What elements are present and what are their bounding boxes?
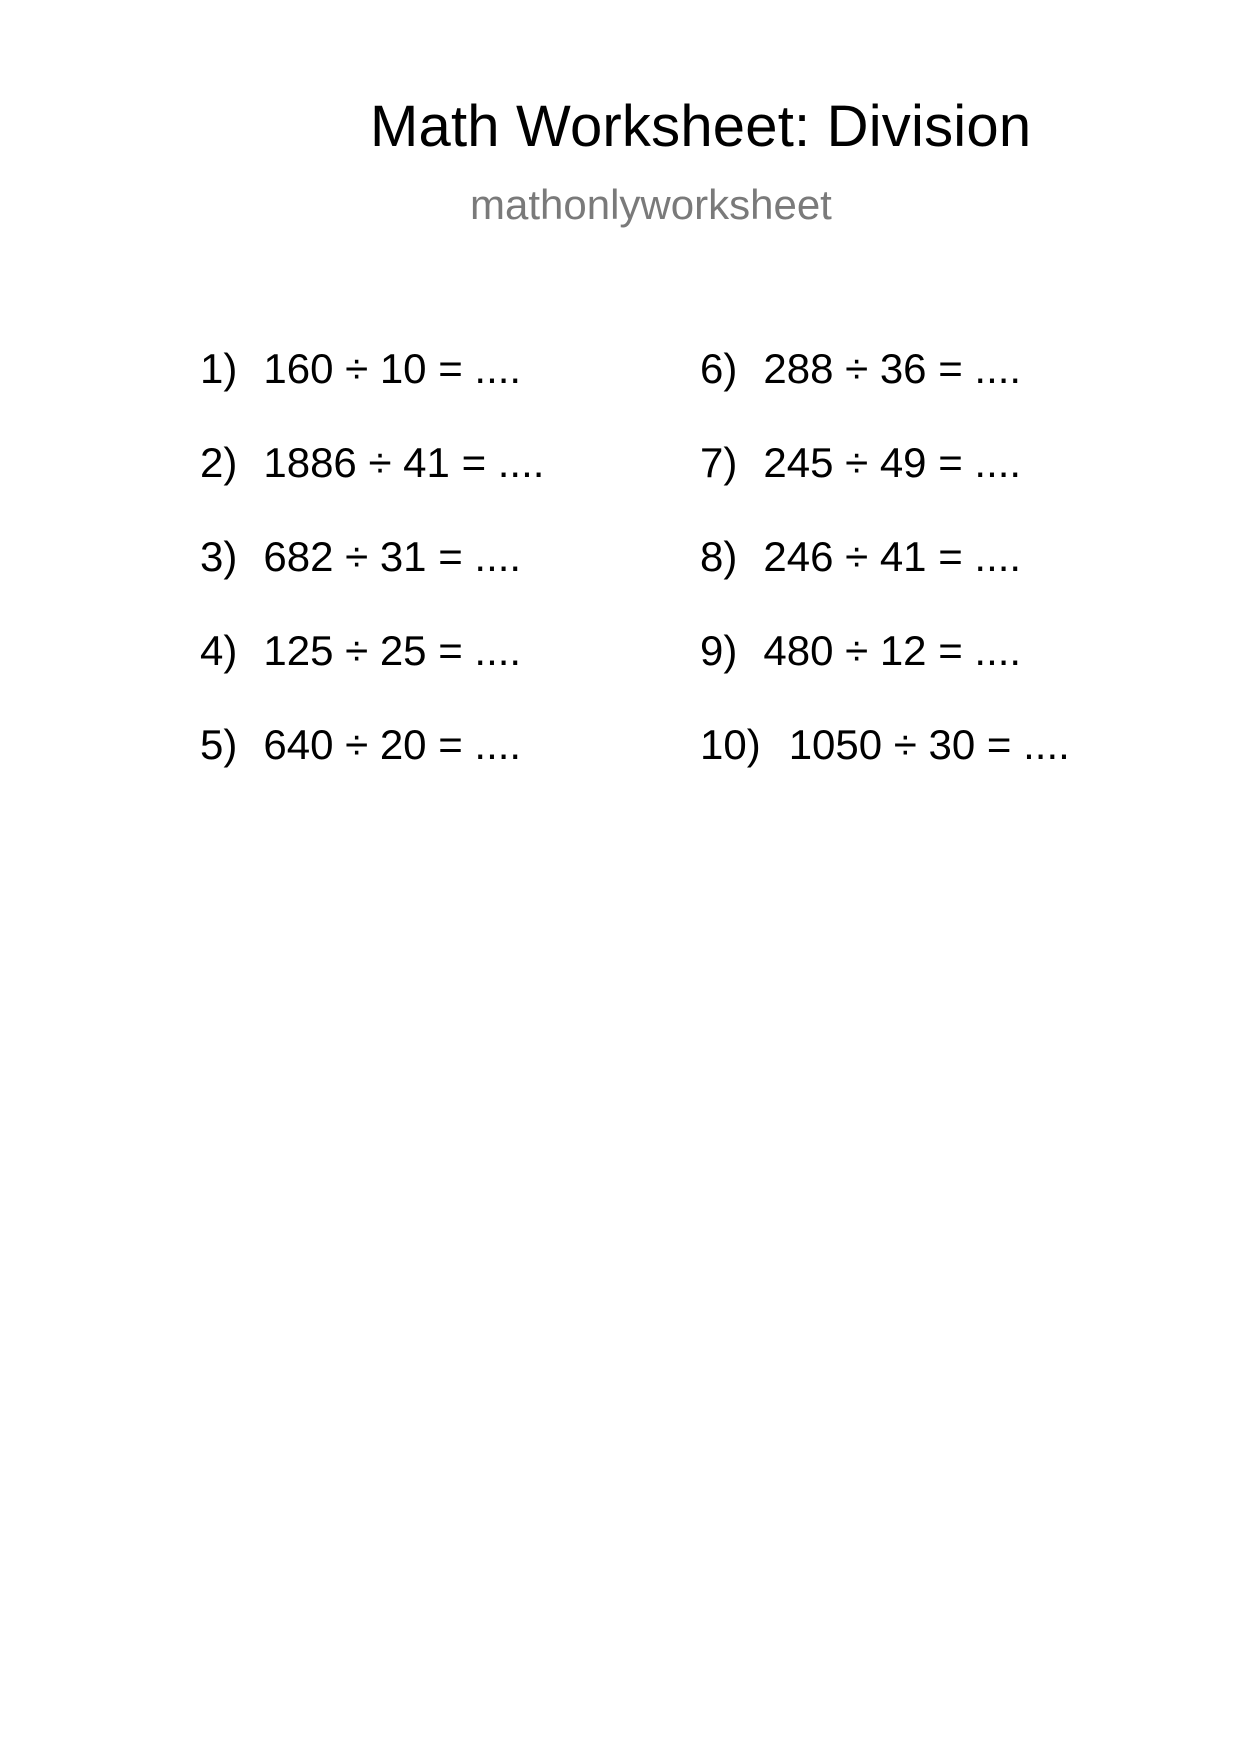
problem-number: 7) — [700, 439, 738, 486]
problem-expression: 288 ÷ 36 = .... — [763, 345, 1022, 392]
problem-item — [200, 533, 522, 580]
problem-expression: 1050 ÷ 30 = .... — [788, 721, 1070, 768]
problem-expression: 125 ÷ 25 = .... — [263, 627, 522, 674]
problem-expression: 640 ÷ 20 = .... — [263, 721, 522, 768]
page-title: Math Worksheet: Division — [370, 94, 1032, 159]
problem-item — [700, 627, 1022, 674]
problem-item — [700, 533, 1022, 580]
problem-number: 2) — [200, 439, 238, 486]
problem-number: 6) — [700, 345, 738, 392]
problem-number: 10) — [700, 721, 761, 768]
problem-expression: 245 ÷ 49 = .... — [763, 439, 1022, 486]
problem-expression: 160 ÷ 10 = .... — [263, 345, 522, 392]
problem-item — [200, 721, 522, 768]
problem-item — [200, 627, 522, 674]
problem-number: 8) — [700, 533, 738, 580]
problem-number: 3) — [200, 533, 238, 580]
problem-expression: 480 ÷ 12 = .... — [763, 627, 1022, 674]
problem-expression: 1886 ÷ 41 = .... — [263, 439, 545, 486]
problem-number: 9) — [700, 627, 738, 674]
problem-item — [700, 439, 1022, 486]
problem-item — [200, 345, 522, 392]
problem-expression: 246 ÷ 41 = .... — [763, 533, 1022, 580]
problem-item — [200, 439, 545, 486]
problem-item — [700, 721, 1070, 768]
problem-number: 1) — [200, 345, 238, 392]
page-subtitle: mathonlyworksheet — [470, 181, 832, 228]
problem-number: 5) — [200, 721, 238, 768]
problem-item — [700, 345, 1022, 392]
problem-expression: 682 ÷ 31 = .... — [263, 533, 522, 580]
problem-number: 4) — [200, 627, 238, 674]
